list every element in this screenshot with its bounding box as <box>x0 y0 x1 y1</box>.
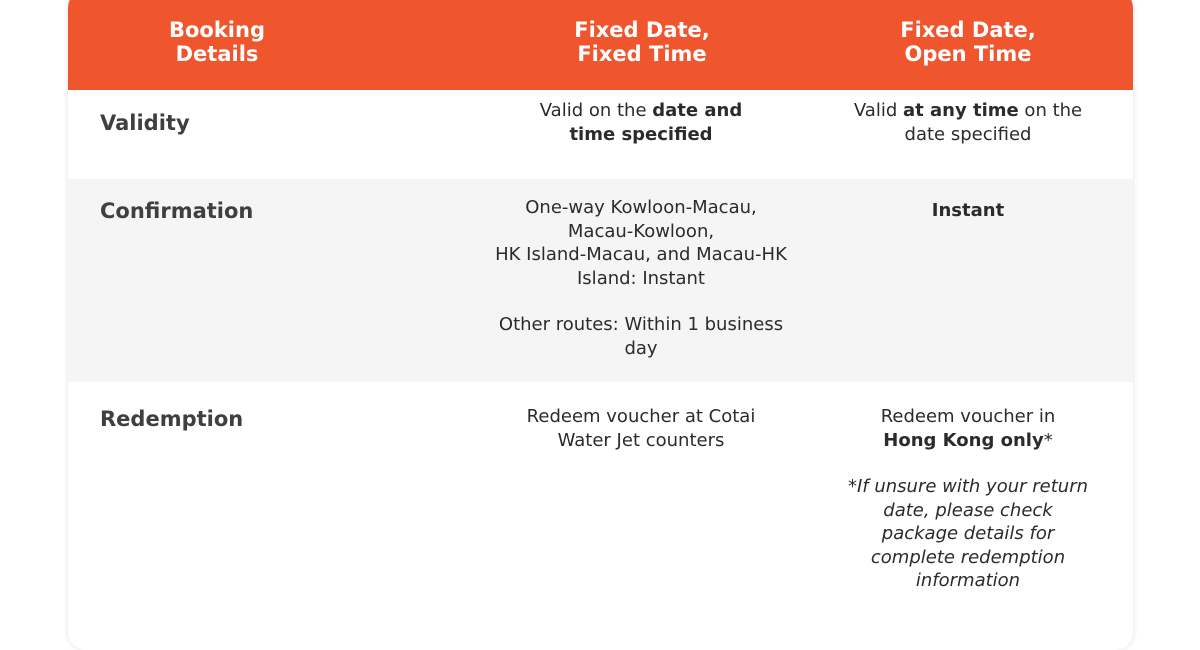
note-text: information <box>915 570 1021 591</box>
validity-open-time-cell <box>818 99 1118 146</box>
cell-text: Macau-Kowloon, <box>567 220 715 242</box>
table-row-validity <box>68 90 1133 179</box>
cell-text-bold: Instant <box>931 200 1005 221</box>
header-fixed-date-fixed-time <box>492 18 792 66</box>
header-text: Fixed Time <box>577 42 707 66</box>
cell-text: HK Island-Macau, and Macau-HK <box>495 244 787 265</box>
cell-text: * <box>1043 429 1053 451</box>
cell-text-bold: Hong Kong only <box>883 429 1044 451</box>
validity-fixed-time-cell <box>466 99 816 146</box>
row-label-validity: Validity <box>100 111 190 135</box>
header-text: Details <box>175 42 259 66</box>
table-row-confirmation <box>68 179 1133 382</box>
note-text: *If unsure with your return <box>847 476 1089 497</box>
cell-text: Island: Instant <box>577 267 705 289</box>
cell-text: on the <box>1018 100 1083 121</box>
cell-text: Valid on the <box>539 100 653 121</box>
redemption-open-time-cell <box>818 405 1118 593</box>
table-header <box>68 0 1133 90</box>
cell-text: date specified <box>904 123 1032 145</box>
header-text: Fixed Date, <box>900 18 1036 42</box>
table-row-redemption <box>68 382 1133 650</box>
confirmation-fixed-time-cell <box>466 196 816 360</box>
cell-spacer <box>466 290 816 313</box>
cell-text: Redeem voucher in <box>880 406 1056 427</box>
row-label-redemption: Redemption <box>100 407 244 431</box>
cell-text-bold: time specified <box>569 123 713 145</box>
note-text: complete redemption <box>870 546 1066 568</box>
note-text: date, please check <box>883 499 1053 521</box>
cell-text-bold: date and <box>652 100 743 121</box>
booking-comparison-table <box>68 0 1133 650</box>
note-text: package details for <box>881 523 1055 544</box>
cell-text: Water Jet counters <box>557 429 725 451</box>
cell-text: day <box>624 337 658 359</box>
cell-text: Other routes: Within 1 business <box>498 314 784 335</box>
header-booking-details <box>122 18 312 66</box>
header-fixed-date-open-time <box>818 18 1118 66</box>
cell-spacer <box>818 452 1118 475</box>
row-label-confirmation: Confirmation <box>100 199 254 223</box>
header-text: Booking <box>168 18 265 42</box>
redemption-fixed-time-cell <box>466 405 816 452</box>
header-text: Fixed Date, <box>574 18 710 42</box>
confirmation-open-time-cell <box>818 199 1118 223</box>
cell-text: Valid <box>853 100 903 121</box>
cell-text: One-way Kowloon-Macau, <box>525 197 757 218</box>
header-text: Open Time <box>904 42 1032 66</box>
cell-text-bold: at any time <box>902 100 1019 121</box>
cell-text: Redeem voucher at Cotai <box>526 406 756 427</box>
